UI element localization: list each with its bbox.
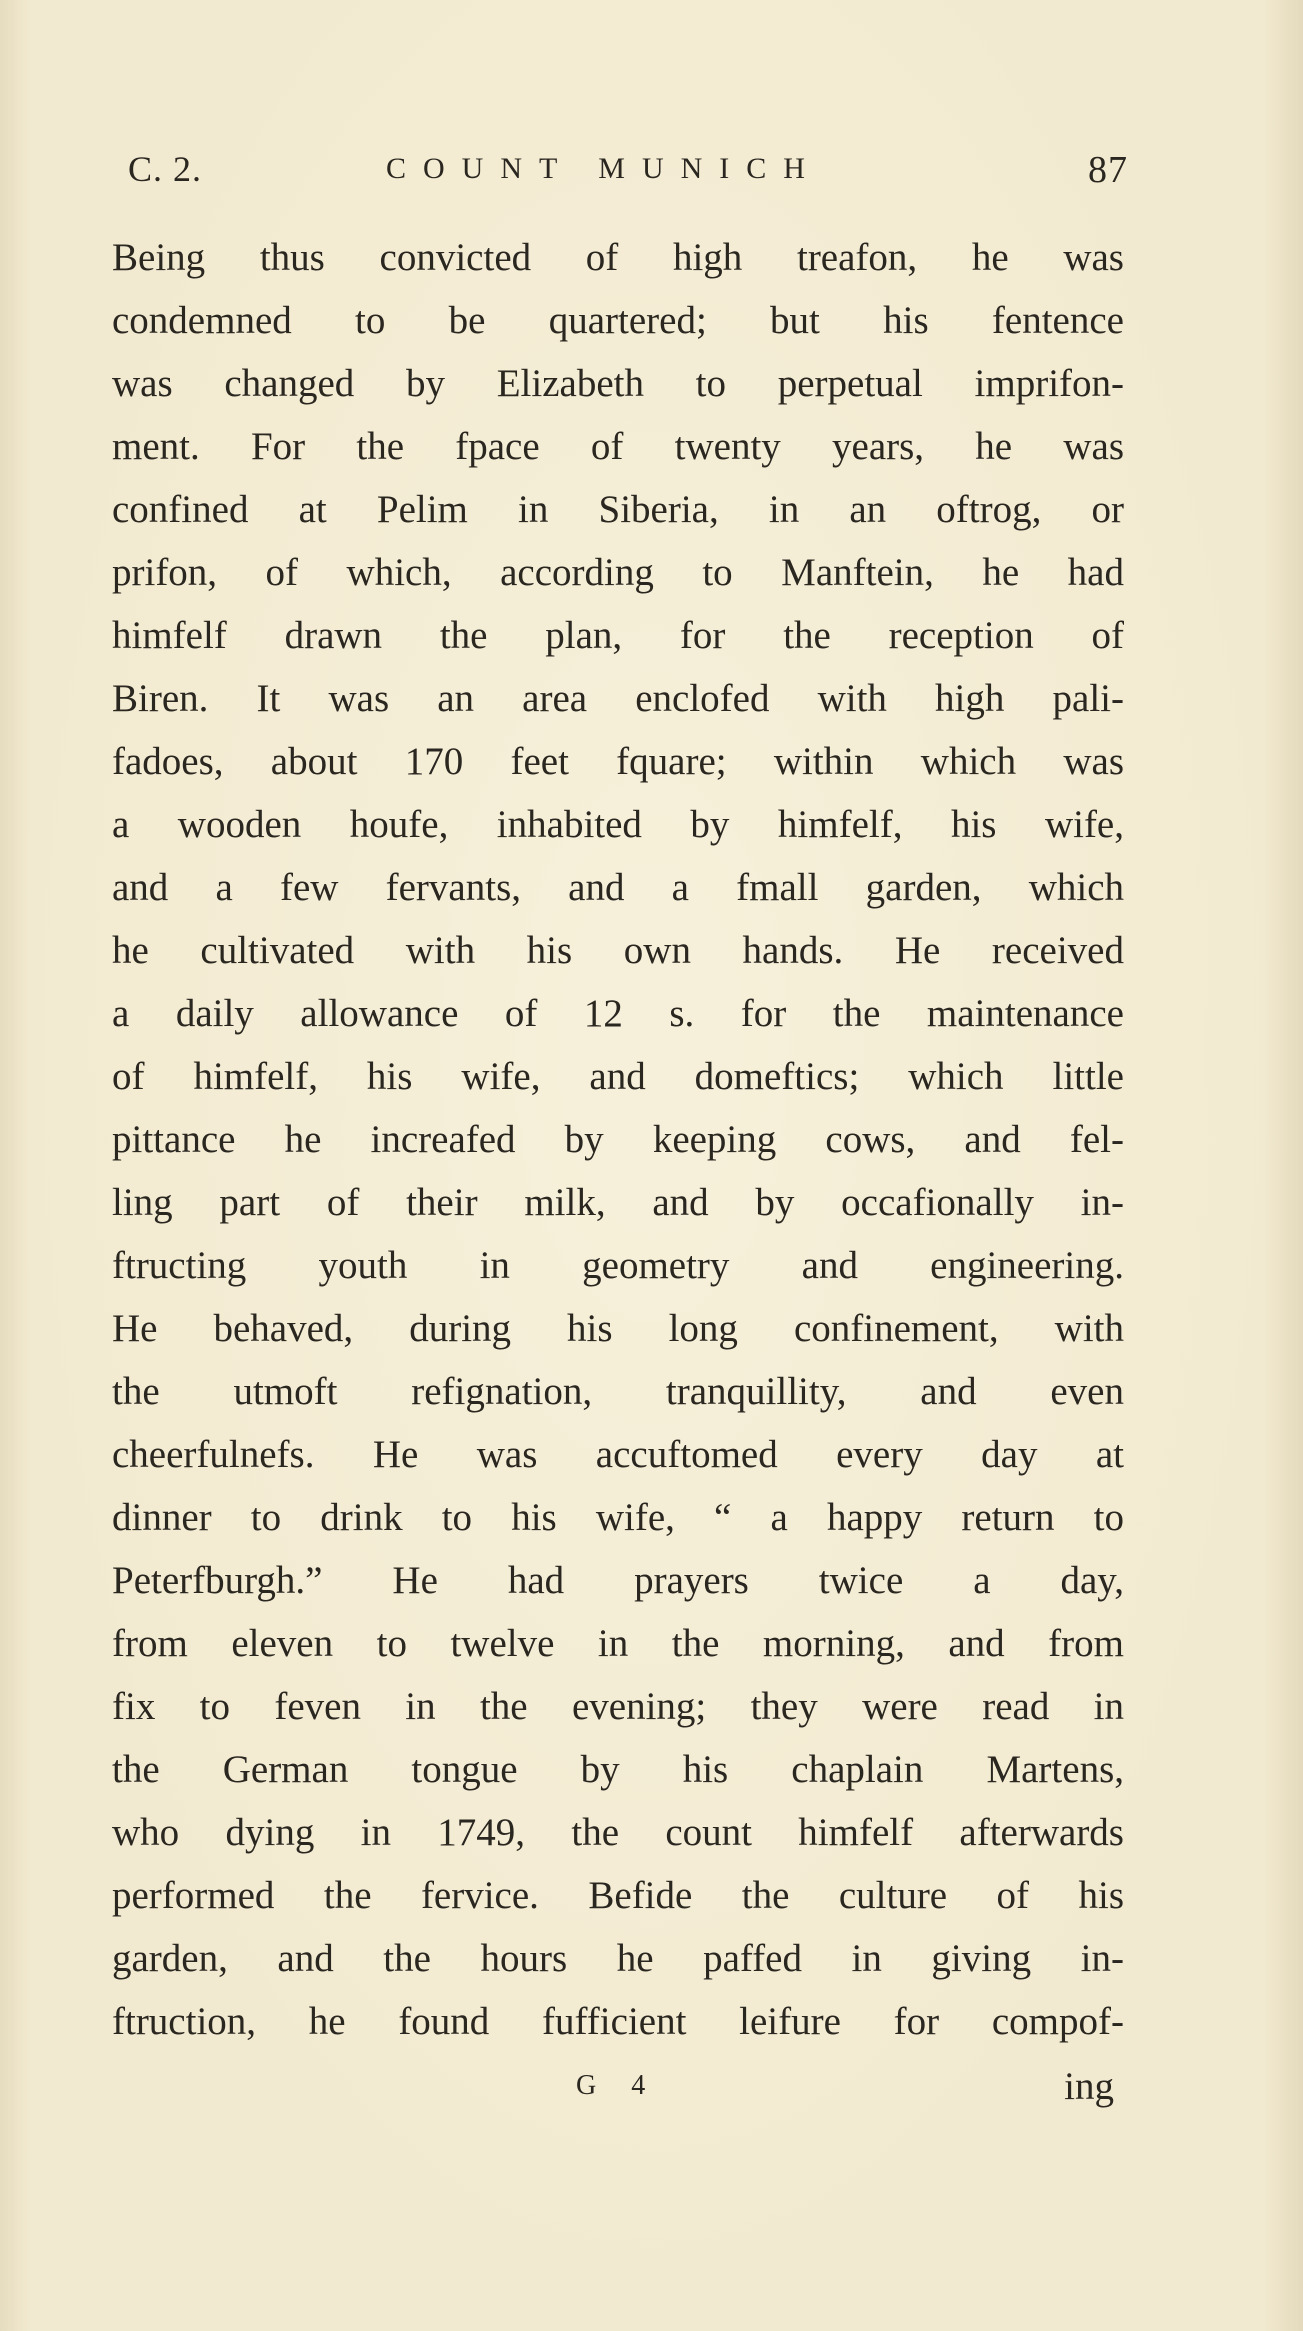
text-line: prifon, of which, according to Manftein, he had: [112, 551, 1124, 594]
text-line: Biren. It was an area enclofed with high pali-: [112, 677, 1124, 720]
running-head: [128, 148, 1128, 198]
text-line: and a few fervants, and a fmall garden, which: [112, 866, 1124, 909]
text-line: ling part of their milk, and by occafionally in-: [112, 1181, 1124, 1224]
text-line: was changed by Elizabeth to perpetual imprifon-: [112, 362, 1124, 405]
text-line: the utmoft refignation, tranquillity, and even: [112, 1370, 1124, 1413]
signature-mark: G 4: [576, 2070, 660, 2101]
page-edge-right: [1263, 0, 1303, 2331]
text-line: garden, and the hours he paffed in giving in-: [112, 1937, 1124, 1980]
text-line: condemned to be quartered; but his fentence: [112, 299, 1124, 342]
text-line: He behaved, during his long confinement, with: [112, 1307, 1124, 1350]
text-line: the German tongue by his chaplain Martens,: [112, 1748, 1124, 1791]
text-line: fix to feven in the evening; they were read in: [112, 1685, 1124, 1728]
text-line: he cultivated with his own hands. He received: [112, 929, 1124, 972]
text-line: who dying in 1749, the count himfelf afterwards: [112, 1811, 1124, 1854]
text-line: performed the fervice. Befide the culture of his: [112, 1874, 1124, 1917]
text-line: pittance he increafed by keeping cows, and fel-: [112, 1118, 1124, 1161]
text-line: cheerfulnefs. He was accuftomed every day at: [112, 1433, 1124, 1476]
text-line: from eleven to twelve in the morning, and from: [112, 1622, 1124, 1665]
text-line: a wooden houfe, inhabited by himfelf, his wife,: [112, 803, 1124, 846]
text-line: dinner to drink to his wife, “ a happy return to: [112, 1496, 1124, 1539]
text-line: a daily allowance of 12 s. for the maintenance: [112, 992, 1124, 1035]
text-line: confined at Pelim in Siberia, in an oftrog, or: [112, 488, 1124, 531]
text-line: Being thus convicted of high treafon, he was: [112, 236, 1124, 279]
page-number: 87: [1088, 149, 1128, 191]
text-line: Peterfburgh.” He had prayers twice a day,: [112, 1559, 1124, 1602]
catchword: ing: [1064, 2065, 1114, 2108]
page-footer: [112, 2064, 1124, 2120]
text-line: of himfelf, his wife, and domeftics; which little: [112, 1055, 1124, 1098]
body-text: [112, 226, 1124, 2053]
text-line: ftructing youth in geometry and engineering.: [112, 1244, 1124, 1287]
running-title: COUNT MUNICH: [386, 152, 822, 185]
chapter-reference: C. 2.: [128, 149, 203, 189]
text-line: ment. For the fpace of twenty years, he was: [112, 425, 1124, 468]
page-edge-left: [0, 0, 30, 2331]
text-line: himfelf drawn the plan, for the reception of: [112, 614, 1124, 657]
text-line: fadoes, about 170 feet fquare; within which was: [112, 740, 1124, 783]
text-line: ftruction, he found fufficient leifure for compof-: [112, 2000, 1124, 2043]
